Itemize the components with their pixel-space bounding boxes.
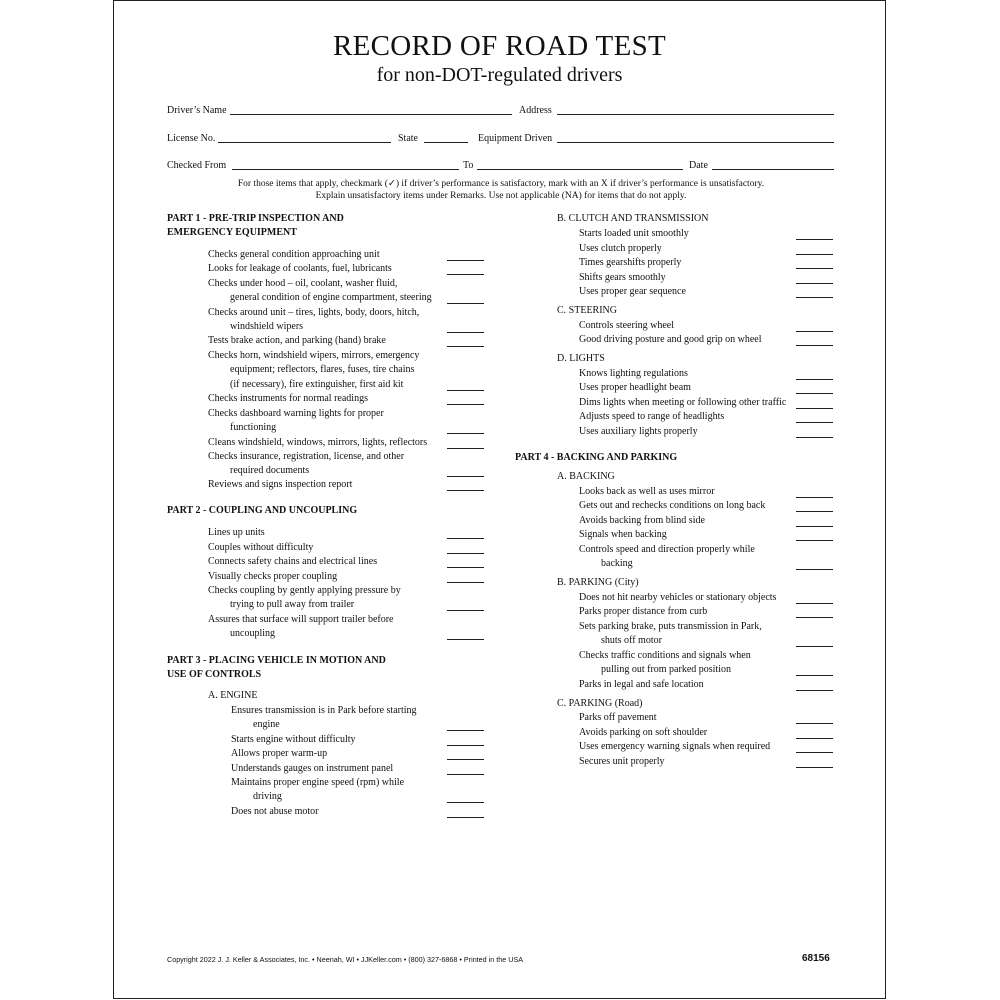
checklist-item xyxy=(579,367,688,381)
checklist-item xyxy=(208,584,401,613)
license-no-field[interactable] xyxy=(218,142,391,143)
backing-heading: A. BACKING xyxy=(557,471,615,482)
checklist-item-text: Cleans windshield, windows, mirrors, lights, reflectors xyxy=(208,437,428,448)
checklist-item-text: Uses auxiliary lights properly xyxy=(579,426,698,437)
checklist-answer-blank[interactable] xyxy=(796,569,833,570)
clutch-transmission-heading: B. CLUTCH AND TRANSMISSION xyxy=(557,213,709,224)
form-number: 68156 xyxy=(802,953,830,964)
checklist-item xyxy=(579,499,765,513)
checklist-item-text: equipment; reflectors, flares, fuses, tire chains xyxy=(230,364,415,376)
checklist-item xyxy=(579,678,704,692)
checklist-item xyxy=(208,526,265,540)
checklist-item-text: Times gearshifts properly xyxy=(579,257,682,268)
checklist-answer-blank[interactable] xyxy=(447,433,484,434)
checklist-item-text: uncoupling xyxy=(230,628,275,640)
checklist-item-text: Gets out and rechecks conditions on long back xyxy=(579,500,766,511)
checklist-item-text: Lines up units xyxy=(208,527,265,538)
checklist-item-text: Checks under hood – oil, coolant, washer fluid, xyxy=(208,278,398,289)
checklist-item-text: Looks for leakage of coolants, fuel, lubricants xyxy=(208,263,392,274)
checklist-answer-blank[interactable] xyxy=(447,639,484,640)
lights-heading: D. LIGHTS xyxy=(557,353,605,364)
equipment-driven-label: Equipment Driven xyxy=(478,133,553,144)
checklist-item-text: Dims lights when meeting or following other traffic xyxy=(579,397,787,408)
checklist-answer-blank[interactable] xyxy=(796,297,833,298)
checklist-item-text: Couples without difficulty xyxy=(208,542,314,553)
checklist-item-text: Controls steering wheel xyxy=(579,320,674,331)
checklist-item xyxy=(208,436,427,450)
checklist-item-text: Checks around unit – tires, lights, body, doors, hitch, xyxy=(208,307,420,318)
checklist-item xyxy=(208,478,352,492)
checklist-item-text: Checks coupling by gently applying pressure by xyxy=(208,585,401,596)
checklist-answer-blank[interactable] xyxy=(447,553,484,554)
checklist-item xyxy=(208,392,368,406)
checklist-item xyxy=(579,425,698,439)
checklist-item-text: Assures that surface will support trailer before xyxy=(208,614,394,625)
checklist-item-text: Signals when backing xyxy=(579,529,667,540)
checklist-item xyxy=(579,740,770,754)
checklist-answer-blank[interactable] xyxy=(796,254,833,255)
checklist-answer-blank[interactable] xyxy=(796,497,833,498)
checklist-item xyxy=(208,306,419,335)
checklist-answer-blank[interactable] xyxy=(796,603,833,604)
checklist-item xyxy=(579,227,689,241)
checklist-item-text: Checks general condition approaching unit xyxy=(208,249,380,260)
drivers-name-label: Driver’s Name xyxy=(167,105,227,116)
checklist-item xyxy=(579,711,657,725)
checklist-item xyxy=(231,762,393,776)
checklist-answer-blank[interactable] xyxy=(796,422,833,423)
checklist-item-text: Knows lighting regulations xyxy=(579,368,688,379)
checklist-answer-blank[interactable] xyxy=(796,617,833,618)
checklist-answer-blank[interactable] xyxy=(796,239,833,240)
to-field[interactable] xyxy=(477,169,683,170)
checklist-item xyxy=(579,726,707,740)
checklist-item-text: Allows proper warm-up xyxy=(231,748,328,759)
checklist-item-text: Adjusts speed to range of headlights xyxy=(579,411,725,422)
checklist-item xyxy=(579,319,674,333)
checklist-item xyxy=(231,776,404,805)
checklist-item-text: Parks in legal and safe location xyxy=(579,679,704,690)
part3-heading: PART 3 - PLACING VEHICLE IN MOTION AND USE OF CONTROLS xyxy=(167,655,386,680)
checklist-item-text: Does not abuse motor xyxy=(231,806,319,817)
checklist-answer-blank[interactable] xyxy=(796,526,833,527)
state-label: State xyxy=(398,133,418,144)
checklist-item xyxy=(579,755,665,769)
checklist-item-text: Maintains proper engine speed (rpm) while xyxy=(231,777,405,788)
checklist-answer-blank[interactable] xyxy=(796,268,833,269)
checklist-answer-blank[interactable] xyxy=(796,752,833,753)
checklist-item-text: Does not hit nearby vehicles or stationary objects xyxy=(579,592,777,603)
checklist-answer-blank[interactable] xyxy=(447,817,484,818)
checklist-item xyxy=(208,450,404,479)
instructions xyxy=(166,179,836,202)
checklist-item-text: Checks insurance, registration, license, and other xyxy=(208,451,405,462)
checklist-item-text: general condition of engine compartment, steering xyxy=(230,292,432,304)
copyright-footer: Copyright 2022 J. J. Keller & Associates, Inc. • Neenah, WI • JJKeller.com • (800) 327-6868 • Printed in the USA xyxy=(167,955,524,964)
checklist-item xyxy=(579,242,662,256)
checklist-item-text: Good driving posture and good grip on wheel xyxy=(579,334,762,345)
checklist-item xyxy=(579,256,681,270)
checklist-answer-blank[interactable] xyxy=(447,260,484,261)
checklist-item-text: backing xyxy=(601,558,633,570)
checklist-item-text: functioning xyxy=(230,422,277,434)
checklist-item xyxy=(579,333,761,347)
checklist-item-text: Checks traffic conditions and signals when xyxy=(579,650,751,661)
checklist-answer-blank[interactable] xyxy=(447,490,484,491)
address-label: Address xyxy=(519,105,552,116)
checklist-answer-blank[interactable] xyxy=(796,675,833,676)
checklist-answer-blank[interactable] xyxy=(447,476,484,477)
engine-heading: A. ENGINE xyxy=(208,690,258,701)
checklist-answer-blank[interactable] xyxy=(447,390,484,391)
checklist-item xyxy=(208,407,384,436)
checklist-item xyxy=(208,541,313,555)
checklist-item xyxy=(208,570,337,584)
checklist-item-text: shuts off motor xyxy=(601,635,662,647)
checklist-item xyxy=(579,396,786,410)
parking-road-heading: C. PARKING (Road) xyxy=(557,698,643,709)
checklist-item-text: Parks proper distance from curb xyxy=(579,606,708,617)
checklist-answer-blank[interactable] xyxy=(447,582,484,583)
checklist-item-text: Shifts gears smoothly xyxy=(579,272,666,283)
checklist-item-text: Ensures transmission is in Park before starting xyxy=(231,705,417,716)
checklist-item xyxy=(579,485,715,499)
checklist-item-text: Tests brake action, and parking (hand) brake xyxy=(208,335,386,346)
address-field[interactable] xyxy=(557,114,834,115)
checklist-item-text: Controls speed and direction properly while xyxy=(579,544,755,555)
checklist-item-text: Avoids backing from blind side xyxy=(579,515,705,526)
checklist-item xyxy=(231,704,417,733)
checklist-answer-blank[interactable] xyxy=(796,540,833,541)
checklist-item-text: Looks back as well as uses mirror xyxy=(579,486,715,497)
part1-heading: PART 1 - PRE-TRIP INSPECTION AND EMERGENCY EQUIPMENT xyxy=(167,213,344,238)
checklist-item-text: Starts engine without difficulty xyxy=(231,734,356,745)
checklist-item xyxy=(579,410,724,424)
checklist-item xyxy=(579,285,686,299)
date-label: Date xyxy=(689,160,708,171)
checklist-item-text: trying to pull away from trailer xyxy=(230,599,355,611)
checklist-answer-blank[interactable] xyxy=(796,738,833,739)
checklist-answer-blank[interactable] xyxy=(447,774,484,775)
part4-heading: PART 4 - BACKING AND PARKING xyxy=(515,452,678,463)
checklist-answer-blank[interactable] xyxy=(447,567,484,568)
checklist-answer-blank[interactable] xyxy=(447,448,484,449)
checklist-answer-blank[interactable] xyxy=(447,332,484,333)
form-subtitle: for non-DOT-regulated drivers xyxy=(376,64,623,86)
checklist-item-text: Connects safety chains and electrical lines xyxy=(208,556,378,567)
checklist-answer-blank[interactable] xyxy=(447,303,484,304)
checklist-item xyxy=(579,381,691,395)
checked-from-field[interactable] xyxy=(232,169,459,170)
state-field[interactable] xyxy=(424,142,468,143)
checklist-item-text: Uses clutch properly xyxy=(579,243,662,254)
checklist-item xyxy=(231,733,356,747)
checklist-item-text: Parks off pavement xyxy=(579,712,657,723)
checklist-item-text: Checks instruments for normal readings xyxy=(208,393,368,404)
equipment-driven-field[interactable] xyxy=(557,142,834,143)
checklist-item xyxy=(208,349,419,392)
checklist-item-text: Uses proper headlight beam xyxy=(579,382,691,393)
checklist-item-text: Understands gauges on instrument panel xyxy=(231,763,394,774)
checklist-item xyxy=(208,277,432,306)
checklist-answer-blank[interactable] xyxy=(796,690,833,691)
to-label: To xyxy=(463,160,474,171)
checklist-answer-blank[interactable] xyxy=(447,730,484,731)
checklist-item xyxy=(208,613,394,642)
checklist-item xyxy=(208,248,380,262)
steering-heading: C. STEERING xyxy=(557,305,617,316)
checklist-item xyxy=(579,543,755,572)
checklist-item-text: required documents xyxy=(230,465,310,477)
checklist-item xyxy=(208,334,386,348)
license-no-label: License No. xyxy=(167,133,216,144)
checklist-item xyxy=(579,514,705,528)
checklist-item-text: windshield wipers xyxy=(230,321,304,333)
checklist-answer-blank[interactable] xyxy=(447,346,484,347)
checklist-item-text: Avoids parking on soft shoulder xyxy=(579,727,708,738)
checklist-item xyxy=(208,555,377,569)
form-title: RECORD OF ROAD TEST xyxy=(332,30,667,62)
form-sheet xyxy=(113,0,886,999)
checklist-answer-blank[interactable] xyxy=(796,437,833,438)
instructions-line-1: For those items that apply, checkmark (✓) if driver’s performance is satisfactory, mark with an X if driver’s performance is unsatisfactory. xyxy=(237,179,765,189)
checklist-answer-blank[interactable] xyxy=(796,393,833,394)
checklist-item-text: Visually checks proper coupling xyxy=(208,571,338,582)
checklist-item xyxy=(579,591,776,605)
checklist-item xyxy=(231,747,327,761)
checklist-answer-blank[interactable] xyxy=(447,538,484,539)
date-field[interactable] xyxy=(712,169,834,170)
checklist-item-text: Checks horn, windshield wipers, mirrors, emergency xyxy=(208,350,420,361)
checklist-item-text: pulling out from parked position xyxy=(601,664,731,676)
checklist-answer-blank[interactable] xyxy=(796,767,833,768)
checklist-answer-blank[interactable] xyxy=(796,379,833,380)
checklist-item-text: Sets parking brake, puts transmission in Park, xyxy=(579,621,762,632)
checklist-item-text: Checks dashboard warning lights for proper xyxy=(208,408,384,419)
checklist-answer-blank[interactable] xyxy=(796,283,833,284)
checklist-item xyxy=(579,528,667,542)
checklist-answer-blank[interactable] xyxy=(796,331,833,332)
checklist-item-text: (if necessary), fire extinguisher, first aid kit xyxy=(230,378,404,390)
checklist-answer-blank[interactable] xyxy=(447,802,484,803)
checklist-answer-blank[interactable] xyxy=(796,723,833,724)
checklist-item xyxy=(579,605,707,619)
checklist-item-text: Secures unit properly xyxy=(579,756,665,767)
checklist-item xyxy=(579,620,762,649)
checklist-item-text: Uses proper gear sequence xyxy=(579,286,686,297)
checklist-item-text: driving xyxy=(253,791,282,803)
checklist-item xyxy=(579,271,666,285)
checklist-item-text: engine xyxy=(253,719,280,731)
parking-city-heading: B. PARKING (City) xyxy=(557,577,639,588)
drivers-name-field[interactable] xyxy=(230,114,512,115)
checklist-answer-blank[interactable] xyxy=(447,745,484,746)
checklist-item-text: Starts loaded unit smoothly xyxy=(579,228,689,239)
checklist-item xyxy=(231,805,319,819)
checklist-answer-blank[interactable] xyxy=(796,345,833,346)
checked-from-label: Checked From xyxy=(167,160,227,171)
checklist-answer-blank[interactable] xyxy=(796,511,833,512)
checklist-item-text: Reviews and signs inspection report xyxy=(208,479,353,490)
instructions-line-2: Explain unsatisfactory items under Remarks. Use not applicable (NA) for items that do not apply. xyxy=(315,190,687,201)
part2-heading: PART 2 - COUPLING AND UNCOUPLING xyxy=(167,505,358,516)
checklist-answer-blank[interactable] xyxy=(796,646,833,647)
checklist-answer-blank[interactable] xyxy=(447,274,484,275)
checklist-answer-blank[interactable] xyxy=(796,408,833,409)
checklist-item xyxy=(208,262,392,276)
checklist-item xyxy=(579,649,751,678)
checklist-answer-blank[interactable] xyxy=(447,404,484,405)
checklist-item-text: Uses emergency warning signals when required xyxy=(579,741,771,752)
checklist-answer-blank[interactable] xyxy=(447,759,484,760)
checklist-answer-blank[interactable] xyxy=(447,610,484,611)
